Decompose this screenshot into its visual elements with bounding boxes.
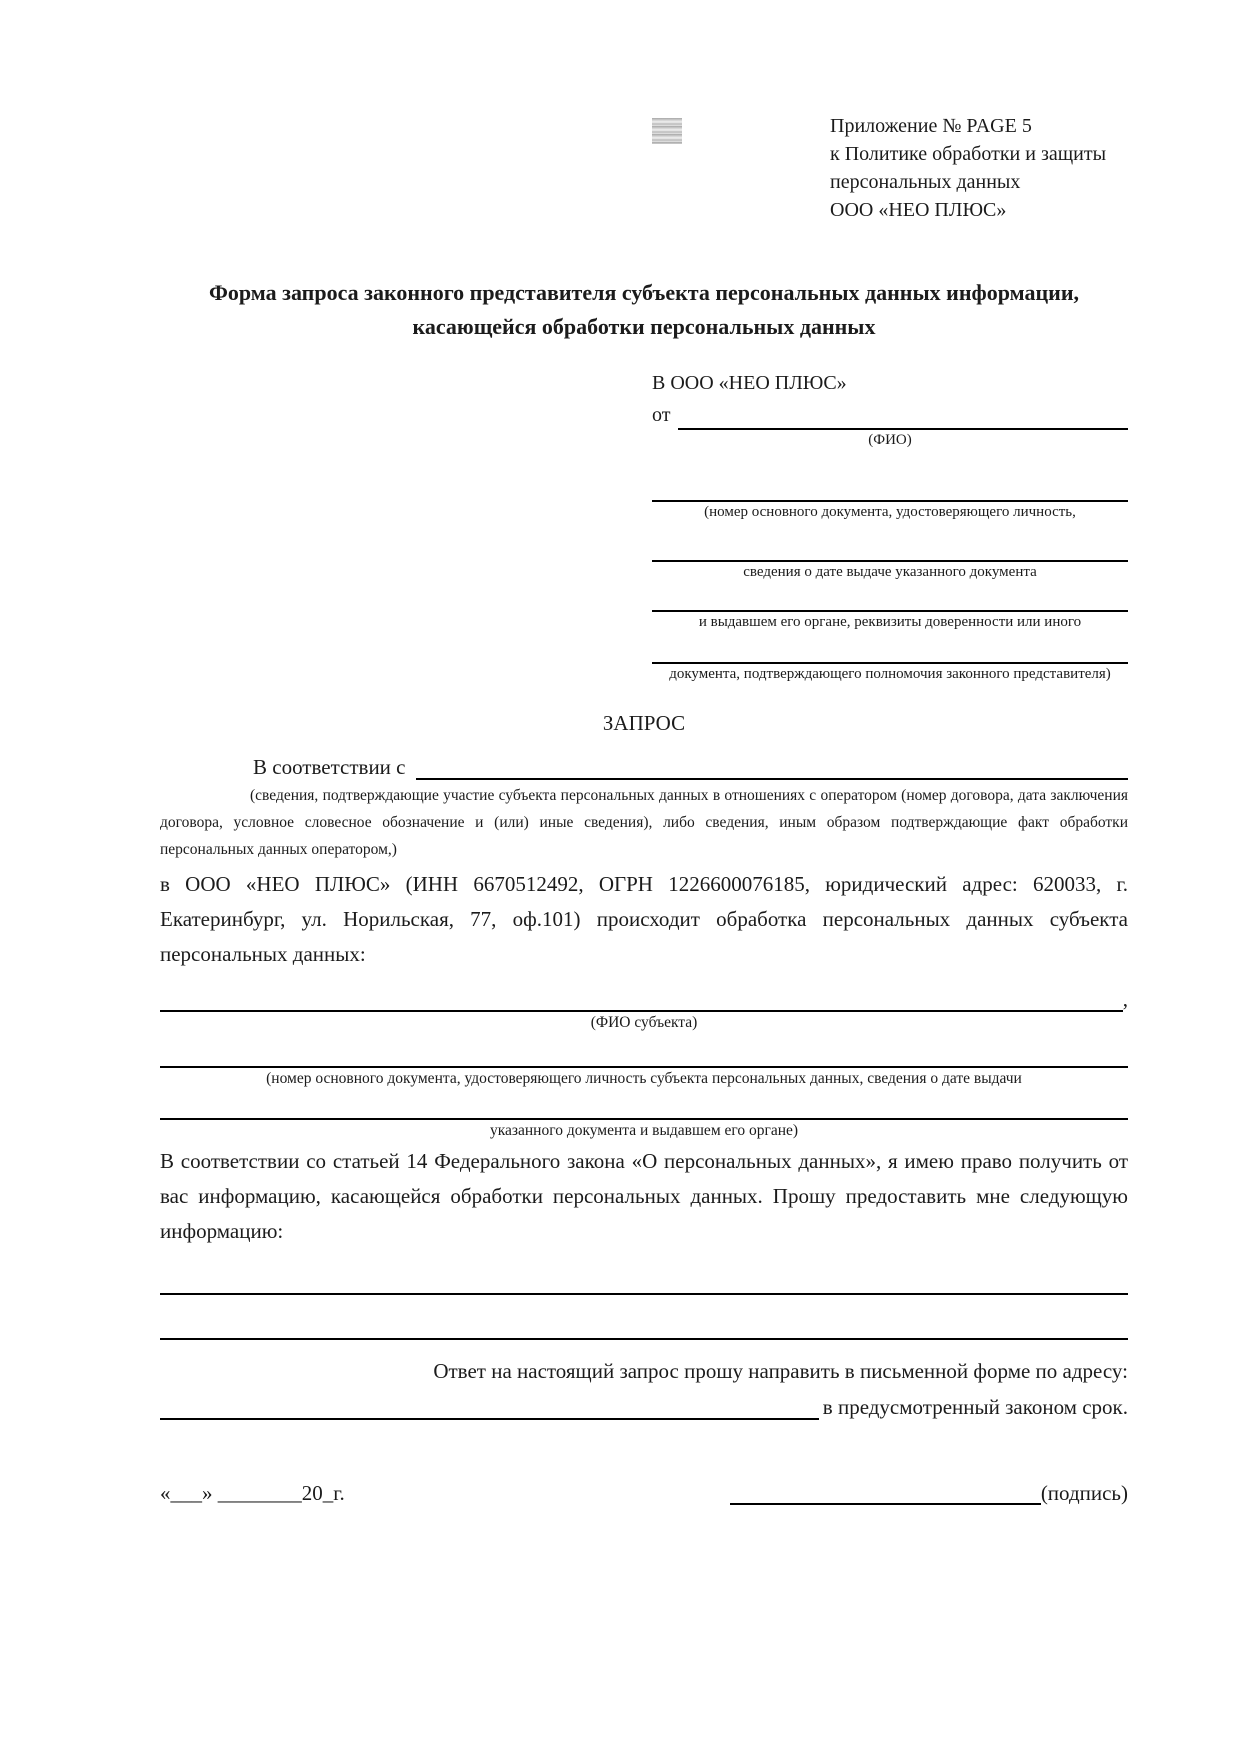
doc-caption-2: сведения о дате выдаче указанного документа bbox=[743, 564, 1037, 580]
according-fine-print: (сведения, подтверждающие участие субъекта персональных данных в отношениях с оператором (номер договора, дата заключения договора, условное словесное обозначение и (или) иные сведения), либо сведения, иным образом подтверждающие факт обработки персональных данных оператором,) bbox=[160, 787, 1128, 858]
blank-field bbox=[652, 632, 1128, 664]
according-blank-field bbox=[416, 777, 1129, 780]
doc-caption-3: и выдавшем его органе, реквизиты доверенности или иного bbox=[698, 614, 1082, 630]
answer-tail-text: в предусмотренный законом срок. bbox=[822, 1395, 1128, 1419]
answer-address-field-row bbox=[160, 1386, 1128, 1420]
addressee-to: В ООО «НЕО ПЛЮС» bbox=[652, 372, 847, 394]
blank-field bbox=[160, 1034, 1128, 1068]
blank-field bbox=[652, 522, 1128, 562]
blank-field bbox=[160, 1090, 1128, 1120]
subject-fio-field-row bbox=[160, 986, 1128, 1012]
policy-line-1: к Политике обработки и защиты bbox=[830, 143, 1107, 165]
doc-caption-4: документа, подтверждающего полномочия законного представителя) bbox=[669, 666, 1111, 682]
blank-field bbox=[160, 1249, 1128, 1295]
blank-field bbox=[652, 582, 1128, 612]
request-heading: ЗАПРОС bbox=[602, 711, 686, 735]
operator-paragraph: в ООО «НЕО ПЛЮС» (ИНН 6670512492, ОГРН 1226600076185, юридический адрес: 620033, г. Екатеринбург, ул. Норильская, 77, оф.101) происходит обработка персональных данных субъекта персональных данных: bbox=[160, 872, 1128, 966]
from-field-row bbox=[652, 398, 1128, 430]
answer-request-line: Ответ на настоящий запрос прошу направить в письменной форме по адресу: bbox=[433, 1359, 1128, 1383]
according-label: В соответствии с bbox=[253, 755, 406, 779]
trailing-comma: , bbox=[1122, 987, 1128, 1011]
appendix-number-line: Приложение № PAGE 5 bbox=[830, 115, 1032, 137]
signature-blank-field bbox=[730, 1502, 1041, 1505]
addressee-block bbox=[652, 368, 1128, 684]
according-field-row bbox=[160, 748, 1128, 780]
date-blank-line: «___» ________20_г. bbox=[160, 1481, 345, 1505]
signature-caption: (подпись) bbox=[1040, 1481, 1128, 1505]
blank-field bbox=[160, 1295, 1128, 1340]
law-paragraph: В соответствии со статьей 14 Федерального закона «О персональных данных», я имею право получить от вас информацию, касающейся обработки персональных данных. Прошу предоставить мне следующую информацию: bbox=[160, 1149, 1128, 1243]
address-blank-field bbox=[160, 1417, 819, 1420]
subject-doc-caption-2: указанного документа и выдавшем его органе) bbox=[489, 1122, 799, 1139]
organization-name: ООО «НЕО ПЛЮС» bbox=[830, 199, 1007, 221]
footer-row bbox=[160, 1478, 1128, 1508]
appendix-header bbox=[830, 0, 1128, 224]
signature-group bbox=[730, 1478, 1128, 1508]
policy-line-2: персональных данных bbox=[830, 171, 1021, 193]
from-label: от bbox=[652, 404, 671, 426]
blank-field bbox=[652, 466, 1128, 502]
document-title: Форма запроса законного представителя субъекта персональных данных информации, касающейся обработки персональных данных bbox=[209, 280, 1079, 339]
doc-caption-1: (номер основного документа, удостоверяющего личность, bbox=[704, 504, 1076, 520]
page-content bbox=[160, 0, 1128, 1508]
subject-doc-caption-1: (номер основного документа, удостоверяющего личность субъекта персональных данных, сведения о дате выдачи bbox=[266, 1070, 1022, 1087]
fio-caption: (ФИО) bbox=[868, 432, 912, 448]
subject-fio-caption: (ФИО субъекта) bbox=[590, 1014, 698, 1031]
